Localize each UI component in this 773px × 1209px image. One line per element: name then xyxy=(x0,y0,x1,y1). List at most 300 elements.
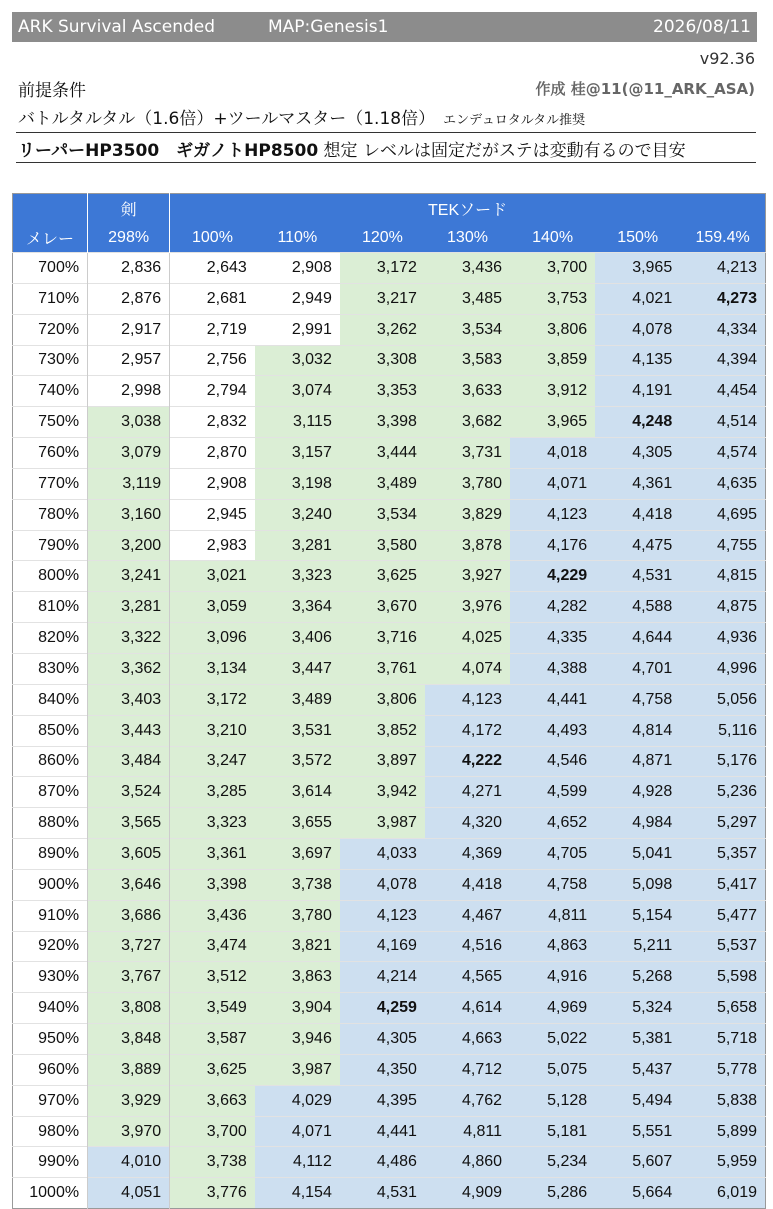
column-header: 298% xyxy=(88,223,170,253)
damage-cell: 3,444 xyxy=(340,438,425,469)
damage-cell: 4,135 xyxy=(595,345,680,376)
melee-cell: 990% xyxy=(13,1147,88,1178)
damage-cell: 3,927 xyxy=(425,561,510,592)
damage-cell: 4,514 xyxy=(680,407,765,438)
damage-cell: 4,334 xyxy=(680,314,765,345)
damage-cell: 4,996 xyxy=(680,653,765,684)
damage-cell: 3,361 xyxy=(170,839,255,870)
damage-cell: 5,417 xyxy=(680,869,765,900)
damage-cell: 4,565 xyxy=(425,962,510,993)
table-row xyxy=(13,468,766,499)
damage-cell: 3,074 xyxy=(255,376,340,407)
target-note: 想定 レベルは固定だがステは変動有るので目安 xyxy=(318,141,686,161)
damage-cell: 3,079 xyxy=(88,438,170,469)
damage-cell: 5,324 xyxy=(595,993,680,1024)
damage-cell: 3,767 xyxy=(88,962,170,993)
melee-cell: 910% xyxy=(13,900,88,931)
damage-cell: 2,876 xyxy=(88,283,170,314)
damage-cell: 3,738 xyxy=(255,869,340,900)
damage-cell: 3,878 xyxy=(425,530,510,561)
melee-cell: 730% xyxy=(13,345,88,376)
damage-cell: 5,357 xyxy=(680,839,765,870)
damage-cell: 5,075 xyxy=(510,1054,595,1085)
table-row xyxy=(13,900,766,931)
table-row xyxy=(13,1116,766,1147)
divider xyxy=(16,132,756,133)
melee-cell: 970% xyxy=(13,1085,88,1116)
melee-cell: 840% xyxy=(13,684,88,715)
damage-cell: 2,908 xyxy=(255,253,340,284)
column-header: 120% xyxy=(340,223,425,253)
damage-cell: 4,172 xyxy=(425,715,510,746)
table-row xyxy=(13,314,766,345)
table-row xyxy=(13,777,766,808)
damage-cell: 4,871 xyxy=(595,746,680,777)
table-row xyxy=(13,746,766,777)
table-row xyxy=(13,684,766,715)
damage-cell: 3,912 xyxy=(510,376,595,407)
damage-cell: 3,032 xyxy=(255,345,340,376)
damage-cell: 3,534 xyxy=(425,314,510,345)
melee-cell: 790% xyxy=(13,530,88,561)
damage-cell: 4,214 xyxy=(340,962,425,993)
damage-cell: 4,320 xyxy=(425,808,510,839)
damage-cell: 3,716 xyxy=(340,623,425,654)
damage-cell: 2,870 xyxy=(170,438,255,469)
damage-cell: 3,848 xyxy=(88,1024,170,1055)
damage-cell: 4,395 xyxy=(340,1085,425,1116)
damage-cell: 4,074 xyxy=(425,653,510,684)
damage-cell: 3,806 xyxy=(510,314,595,345)
damage-cell: 3,364 xyxy=(255,592,340,623)
table-row xyxy=(13,962,766,993)
damage-cell: 5,098 xyxy=(595,869,680,900)
damage-cell: 2,836 xyxy=(88,253,170,284)
damage-cell: 4,071 xyxy=(255,1116,340,1147)
damage-cell: 4,695 xyxy=(680,499,765,530)
damage-cell: 3,323 xyxy=(170,808,255,839)
damage-cell: 3,572 xyxy=(255,746,340,777)
damage-cell: 4,271 xyxy=(425,777,510,808)
damage-cell: 2,983 xyxy=(170,530,255,561)
damage-cell: 3,038 xyxy=(88,407,170,438)
damage-cell: 4,652 xyxy=(510,808,595,839)
damage-cell: 4,467 xyxy=(425,900,510,931)
melee-cell: 770% xyxy=(13,468,88,499)
table-row xyxy=(13,869,766,900)
damage-cell: 3,700 xyxy=(170,1116,255,1147)
damage-cell: 3,198 xyxy=(255,468,340,499)
damage-cell: 5,154 xyxy=(595,900,680,931)
damage-cell: 4,169 xyxy=(340,931,425,962)
table-row xyxy=(13,839,766,870)
damage-cell: 4,441 xyxy=(340,1116,425,1147)
damage-cell: 4,712 xyxy=(425,1054,510,1085)
damage-cell: 4,574 xyxy=(680,438,765,469)
damage-cell: 3,489 xyxy=(255,684,340,715)
table-row xyxy=(13,715,766,746)
damage-cell: 4,388 xyxy=(510,653,595,684)
melee-cell: 800% xyxy=(13,561,88,592)
table-row xyxy=(13,993,766,1024)
group-tek-sword: TEKソード xyxy=(170,194,766,224)
damage-cell: 4,018 xyxy=(510,438,595,469)
damage-cell: 4,282 xyxy=(510,592,595,623)
damage-cell: 5,116 xyxy=(680,715,765,746)
damage-cell: 5,041 xyxy=(595,839,680,870)
table-row xyxy=(13,407,766,438)
damage-cell: 4,350 xyxy=(340,1054,425,1085)
damage-cell: 2,794 xyxy=(170,376,255,407)
damage-cell: 5,477 xyxy=(680,900,765,931)
damage-cell: 5,211 xyxy=(595,931,680,962)
damage-cell: 3,322 xyxy=(88,623,170,654)
table-row xyxy=(13,1024,766,1055)
table-row xyxy=(13,499,766,530)
damage-cell: 2,832 xyxy=(170,407,255,438)
melee-cell: 870% xyxy=(13,777,88,808)
damage-cell: 3,976 xyxy=(425,592,510,623)
damage-cell: 5,607 xyxy=(595,1147,680,1178)
damage-table xyxy=(12,193,766,1209)
damage-cell: 3,512 xyxy=(170,962,255,993)
damage-cell: 3,682 xyxy=(425,407,510,438)
damage-cell: 4,909 xyxy=(425,1178,510,1209)
damage-cell: 3,353 xyxy=(340,376,425,407)
melee-cell: 860% xyxy=(13,746,88,777)
damage-cell: 5,598 xyxy=(680,962,765,993)
header-row-groups xyxy=(13,194,766,224)
damage-cell: 5,286 xyxy=(510,1178,595,1209)
damage-cell: 3,484 xyxy=(88,746,170,777)
damage-cell: 4,441 xyxy=(510,684,595,715)
damage-cell: 3,398 xyxy=(170,869,255,900)
table-row xyxy=(13,931,766,962)
table-row xyxy=(13,561,766,592)
damage-cell: 4,475 xyxy=(595,530,680,561)
damage-cell: 5,381 xyxy=(595,1024,680,1055)
table-row xyxy=(13,1147,766,1178)
damage-cell: 5,022 xyxy=(510,1024,595,1055)
damage-cell: 3,323 xyxy=(255,561,340,592)
melee-cell: 830% xyxy=(13,653,88,684)
damage-cell: 3,663 xyxy=(170,1085,255,1116)
damage-cell: 3,362 xyxy=(88,653,170,684)
damage-cell: 3,096 xyxy=(170,623,255,654)
damage-cell: 3,700 xyxy=(510,253,595,284)
table-row xyxy=(13,592,766,623)
damage-cell: 3,447 xyxy=(255,653,340,684)
damage-cell: 3,821 xyxy=(255,931,340,962)
damage-cell: 3,308 xyxy=(340,345,425,376)
damage-cell: 5,297 xyxy=(680,808,765,839)
damage-cell: 3,403 xyxy=(88,684,170,715)
damage-cell: 3,134 xyxy=(170,653,255,684)
damage-cell: 3,829 xyxy=(425,499,510,530)
melee-cell: 820% xyxy=(13,623,88,654)
damage-cell: 4,762 xyxy=(425,1085,510,1116)
damage-cell: 5,234 xyxy=(510,1147,595,1178)
damage-cell: 5,176 xyxy=(680,746,765,777)
damage-cell: 4,078 xyxy=(595,314,680,345)
damage-cell: 4,758 xyxy=(510,869,595,900)
damage-cell: 4,701 xyxy=(595,653,680,684)
damage-cell: 3,633 xyxy=(425,376,510,407)
damage-cell: 3,524 xyxy=(88,777,170,808)
damage-cell: 4,229 xyxy=(510,561,595,592)
damage-cell: 3,780 xyxy=(425,468,510,499)
buff-text: バトルタルタル（1.6倍）+ツールマスター（1.18倍） xyxy=(18,109,436,129)
damage-cell: 4,123 xyxy=(510,499,595,530)
damage-cell: 2,719 xyxy=(170,314,255,345)
damage-cell: 3,808 xyxy=(88,993,170,1024)
damage-cell: 4,588 xyxy=(595,592,680,623)
damage-cell: 4,335 xyxy=(510,623,595,654)
table-row xyxy=(13,530,766,561)
damage-cell: 3,806 xyxy=(340,684,425,715)
damage-cell: 3,780 xyxy=(255,900,340,931)
header-corner xyxy=(13,194,88,224)
damage-cell: 3,534 xyxy=(340,499,425,530)
damage-cell: 4,969 xyxy=(510,993,595,1024)
damage-cell: 3,489 xyxy=(340,468,425,499)
damage-cell: 3,970 xyxy=(88,1116,170,1147)
table-row xyxy=(13,253,766,284)
table-row xyxy=(13,283,766,314)
damage-cell: 4,361 xyxy=(595,468,680,499)
damage-cell: 2,945 xyxy=(170,499,255,530)
melee-cell: 880% xyxy=(13,808,88,839)
damage-cell: 4,010 xyxy=(88,1147,170,1178)
column-header: 150% xyxy=(595,223,680,253)
damage-cell: 3,210 xyxy=(170,715,255,746)
damage-cell: 5,437 xyxy=(595,1054,680,1085)
target-line xyxy=(18,136,686,161)
header-row-columns xyxy=(13,223,766,253)
damage-cell: 2,756 xyxy=(170,345,255,376)
damage-cell: 3,247 xyxy=(170,746,255,777)
damage-cell: 3,753 xyxy=(510,283,595,314)
prereq-label: 前提条件 xyxy=(18,81,86,101)
damage-cell: 3,059 xyxy=(170,592,255,623)
column-header: 159.4% xyxy=(680,223,765,253)
damage-cell: 2,949 xyxy=(255,283,340,314)
damage-cell: 4,222 xyxy=(425,746,510,777)
damage-cell: 3,172 xyxy=(340,253,425,284)
table-row xyxy=(13,653,766,684)
damage-cell: 3,531 xyxy=(255,715,340,746)
table-row xyxy=(13,1054,766,1085)
damage-cell: 3,160 xyxy=(88,499,170,530)
damage-cell: 4,758 xyxy=(595,684,680,715)
melee-cell: 890% xyxy=(13,839,88,870)
damage-cell: 4,259 xyxy=(340,993,425,1024)
buff-note: エンデュロタルタル推奨 xyxy=(443,113,586,128)
damage-cell: 3,021 xyxy=(170,561,255,592)
damage-cell: 4,860 xyxy=(425,1147,510,1178)
melee-cell: 780% xyxy=(13,499,88,530)
damage-cell: 3,474 xyxy=(170,931,255,962)
damage-cell: 3,587 xyxy=(170,1024,255,1055)
melee-cell: 750% xyxy=(13,407,88,438)
damage-cell: 4,033 xyxy=(340,839,425,870)
damage-cell: 3,904 xyxy=(255,993,340,1024)
table-row xyxy=(13,376,766,407)
damage-cell: 3,443 xyxy=(88,715,170,746)
table-row xyxy=(13,345,766,376)
damage-cell: 4,112 xyxy=(255,1147,340,1178)
damage-cell: 4,454 xyxy=(680,376,765,407)
damage-cell: 4,029 xyxy=(255,1085,340,1116)
damage-cell: 3,929 xyxy=(88,1085,170,1116)
damage-cell: 2,917 xyxy=(88,314,170,345)
table-row xyxy=(13,623,766,654)
damage-cell: 4,248 xyxy=(595,407,680,438)
damage-cell: 3,398 xyxy=(340,407,425,438)
target-hp: リーパーHP3500 ギガノトHP8500 xyxy=(18,141,319,161)
damage-cell: 4,635 xyxy=(680,468,765,499)
damage-cell: 4,811 xyxy=(425,1116,510,1147)
melee-cell: 700% xyxy=(13,253,88,284)
damage-cell: 3,436 xyxy=(170,900,255,931)
buff-line xyxy=(18,104,585,129)
damage-cell: 4,916 xyxy=(510,962,595,993)
damage-cell: 4,531 xyxy=(595,561,680,592)
melee-cell: 710% xyxy=(13,283,88,314)
damage-cell: 3,761 xyxy=(340,653,425,684)
damage-cell: 4,071 xyxy=(510,468,595,499)
damage-cell: 3,565 xyxy=(88,808,170,839)
melee-cell: 1000% xyxy=(13,1178,88,1209)
damage-cell: 3,863 xyxy=(255,962,340,993)
table-row xyxy=(13,1178,766,1209)
damage-cell: 3,549 xyxy=(170,993,255,1024)
damage-cell: 3,605 xyxy=(88,839,170,870)
damage-cell: 4,814 xyxy=(595,715,680,746)
damage-cell: 3,625 xyxy=(340,561,425,592)
damage-cell: 5,838 xyxy=(680,1085,765,1116)
damage-cell: 3,670 xyxy=(340,592,425,623)
melee-cell: 760% xyxy=(13,438,88,469)
damage-cell: 5,128 xyxy=(510,1085,595,1116)
damage-cell: 5,899 xyxy=(680,1116,765,1147)
melee-cell: 920% xyxy=(13,931,88,962)
damage-cell: 3,625 xyxy=(170,1054,255,1085)
damage-cell: 3,776 xyxy=(170,1178,255,1209)
damage-cell: 3,406 xyxy=(255,623,340,654)
damage-cell: 2,681 xyxy=(170,283,255,314)
damage-cell: 3,241 xyxy=(88,561,170,592)
damage-cell: 2,908 xyxy=(170,468,255,499)
melee-cell: 810% xyxy=(13,592,88,623)
damage-cell: 5,537 xyxy=(680,931,765,962)
table-row xyxy=(13,438,766,469)
column-header: 100% xyxy=(170,223,255,253)
damage-cell: 4,021 xyxy=(595,283,680,314)
damage-cell: 3,172 xyxy=(170,684,255,715)
damage-cell: 4,191 xyxy=(595,376,680,407)
title-bar xyxy=(12,12,757,42)
damage-cell: 4,123 xyxy=(425,684,510,715)
table-row xyxy=(13,808,766,839)
damage-cell: 4,863 xyxy=(510,931,595,962)
damage-cell: 3,889 xyxy=(88,1054,170,1085)
damage-cell: 3,614 xyxy=(255,777,340,808)
damage-cell: 4,305 xyxy=(595,438,680,469)
damage-cell: 3,897 xyxy=(340,746,425,777)
damage-cell: 4,928 xyxy=(595,777,680,808)
damage-cell: 3,738 xyxy=(170,1147,255,1178)
damage-cell: 5,664 xyxy=(595,1178,680,1209)
damage-cell: 3,281 xyxy=(88,592,170,623)
author-label: 作成 桂@11(@11_ARK_ASA) xyxy=(535,80,755,98)
damage-cell: 4,369 xyxy=(425,839,510,870)
damage-cell: 4,614 xyxy=(425,993,510,1024)
table-body xyxy=(13,253,766,1209)
damage-cell: 3,115 xyxy=(255,407,340,438)
damage-cell: 3,157 xyxy=(255,438,340,469)
damage-cell: 3,852 xyxy=(340,715,425,746)
damage-cell: 3,965 xyxy=(595,253,680,284)
damage-cell: 4,486 xyxy=(340,1147,425,1178)
damage-cell: 3,655 xyxy=(255,808,340,839)
damage-cell: 3,436 xyxy=(425,253,510,284)
damage-cell: 5,959 xyxy=(680,1147,765,1178)
damage-cell: 4,936 xyxy=(680,623,765,654)
melee-cell: 930% xyxy=(13,962,88,993)
damage-cell: 3,942 xyxy=(340,777,425,808)
melee-cell: 900% xyxy=(13,869,88,900)
damage-cell: 5,718 xyxy=(680,1024,765,1055)
damage-cell: 4,176 xyxy=(510,530,595,561)
damage-cell: 4,516 xyxy=(425,931,510,962)
damage-cell: 5,778 xyxy=(680,1054,765,1085)
group-sword: 剣 xyxy=(88,194,170,224)
damage-cell: 3,697 xyxy=(255,839,340,870)
damage-cell: 3,583 xyxy=(425,345,510,376)
damage-cell: 4,663 xyxy=(425,1024,510,1055)
damage-cell: 4,051 xyxy=(88,1178,170,1209)
damage-cell: 4,599 xyxy=(510,777,595,808)
damage-cell: 4,418 xyxy=(425,869,510,900)
damage-cell: 3,727 xyxy=(88,931,170,962)
damage-cell: 3,285 xyxy=(170,777,255,808)
damage-cell: 4,078 xyxy=(340,869,425,900)
damage-cell: 3,646 xyxy=(88,869,170,900)
damage-cell: 4,394 xyxy=(680,345,765,376)
damage-cell: 4,531 xyxy=(340,1178,425,1209)
damage-cell: 5,236 xyxy=(680,777,765,808)
damage-cell: 3,119 xyxy=(88,468,170,499)
damage-cell: 3,200 xyxy=(88,530,170,561)
divider xyxy=(16,162,756,163)
damage-cell: 5,551 xyxy=(595,1116,680,1147)
damage-cell: 3,485 xyxy=(425,283,510,314)
map-label: MAP:Genesis1 xyxy=(268,17,389,37)
damage-cell: 4,644 xyxy=(595,623,680,654)
damage-cell: 3,580 xyxy=(340,530,425,561)
melee-cell: 950% xyxy=(13,1024,88,1055)
damage-cell: 5,268 xyxy=(595,962,680,993)
damage-cell: 6,019 xyxy=(680,1178,765,1209)
damage-cell: 4,705 xyxy=(510,839,595,870)
damage-cell: 4,154 xyxy=(255,1178,340,1209)
damage-cell: 3,859 xyxy=(510,345,595,376)
damage-cell: 3,686 xyxy=(88,900,170,931)
damage-cell: 5,494 xyxy=(595,1085,680,1116)
damage-cell: 4,418 xyxy=(595,499,680,530)
damage-cell: 3,946 xyxy=(255,1024,340,1055)
